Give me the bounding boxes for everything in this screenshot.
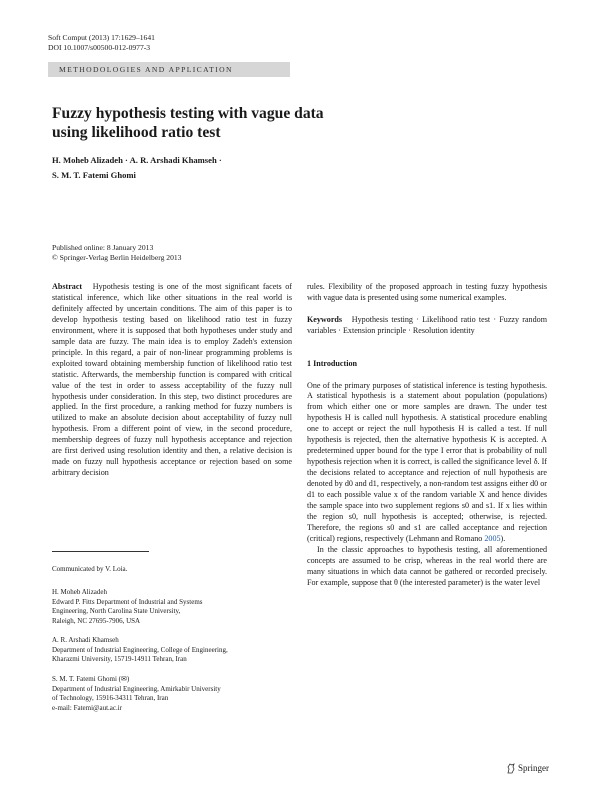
email-link[interactable]: e-mail: Fatemi@aut.ac.ir: [52, 703, 123, 712]
intro-paragraph-1: [307, 381, 547, 545]
publication-info: [52, 243, 181, 262]
abstract: [52, 282, 292, 479]
communicated-by: Communicated by V. Loia.: [52, 565, 128, 573]
affiliation-1: [52, 588, 292, 626]
springer-horse-icon: [506, 763, 516, 774]
footnote-rule: [52, 551, 149, 552]
authors-line-2: S. M. T. Fatemi Ghomi: [52, 170, 136, 180]
published-date: Published online: 8 January 2013: [52, 243, 154, 252]
affiliation-3-line: of Technology, 15916-34311 Tehran, Iran: [52, 694, 169, 703]
title-line-2: using likelihood ratio test: [52, 124, 221, 141]
doi[interactable]: DOI 10.1007/s00500-012-0977-3: [48, 43, 151, 53]
publisher-mark: [506, 763, 549, 774]
journal-citation: Soft Comput (2013) 17:1629–1641: [48, 33, 155, 42]
affiliation-1-line: Edward P. Fitts Department of Industrial and Systems: [52, 597, 203, 606]
section-band: [48, 62, 290, 77]
intro-paragraph-1-end: ).: [500, 533, 506, 543]
affiliation-1-line: Engineering, North Carolina State University,: [52, 607, 181, 616]
left-column: [52, 282, 292, 479]
intro-paragraph-2: In the classic approaches to hypothesis testing, all aforementioned concepts are assumed to be crisp, whereas in the real world there are many situations in which data cannot be gathered or recorded precisely. For example, suppose that θ (the interested parameter) is the water level: [307, 544, 547, 587]
copyright: © Springer-Verlag Berlin Heidelberg 2013: [52, 252, 182, 262]
affiliation-1-line: Raleigh, NC 27695-7906, USA: [52, 616, 141, 625]
abstract-text: Hypothesis testing is one of the most significant facets of statistical inference, which like other situations in the real world is definitely affected by uncertain conditions. The aim of this paper is to develop hypothesis testing based on likelihood ratio test in fuzzy environment, where it is supposed that both hypotheses under study and sample data are fuzzy. The main idea is to employ Zadeh's extension principle. In this regard, a pair of non-linear programming problems is exploited toward obtaining membership function of likelihood ratio test statistic. Afterwards, the membership function is compared with critical value of the test in order to assess acceptability of the fuzzy null hypothesis under consideration. In this step, two distinct procedures are applied. In the first procedure, a ranking method for fuzzy numbers is utilized to make an absolute decision about acceptability of fuzzy null hypothesis. From a different point of view, in the second procedure, membership degrees of fuzzy null hypothesis acceptance and rejection are first derived using resolution identity and then, a relative decision is made on fuzzy null hypothesis acceptance or rejection based on some arbitrary decision: [52, 282, 292, 478]
affiliation-1-name: H. Moheb Alizadeh: [52, 588, 108, 596]
keywords-label: Keywords: [307, 314, 343, 324]
keywords: [307, 315, 547, 337]
affiliation-3-name: S. M. T. Fatemi Ghomi (✉): [52, 675, 130, 683]
title-line-1: Fuzzy hypothesis testing with vague data: [52, 105, 324, 122]
affiliation-2-line: Kharazmi University, 15719-14911 Tehran, Iran: [52, 655, 187, 664]
section-label: METHODOLOGIES AND APPLICATION: [59, 65, 233, 74]
authors-line-1: H. Moheb Alizadeh · A. R. Arshadi Khamseh ·: [52, 155, 222, 165]
abstract-continuation: rules. Flexibility of the proposed approach in testing fuzzy hypothesis with vague data is presented using some numerical examples.: [307, 282, 547, 302]
right-column: [307, 282, 547, 589]
section-heading-introduction: 1 Introduction: [307, 358, 357, 368]
citation-link[interactable]: 2005: [484, 533, 501, 543]
paper-title: [52, 104, 324, 142]
keywords-text: Hypothesis testing · Likelihood ratio test · Fuzzy random variables · Extension principle · Resolution identity: [307, 314, 547, 335]
publisher-name: Springer: [518, 763, 549, 773]
journal-header: [48, 33, 155, 53]
affiliation-3: [52, 675, 292, 713]
affiliation-3-line: Department of Industrial Engineering, Amirkabir University: [52, 684, 221, 693]
abstract-label: Abstract: [52, 282, 83, 291]
intro-paragraph-1-text: One of the primary purposes of statistical inference is testing hypothesis. A statistical hypothesis is a statement about population (populations) from which either one or more samples are drawn. The under test hypothesis H is called null hypothesis. A statistical procedure enabling one to accept or reject the null hypothesis H is called a test. If null hypothesis is rejected, then the alternative hypothesis K is accepted. A predetermined upper bound for the type I error that is probability of null hypothesis rejection when it is correct, is called the significance level δ. If the decisions related to acceptance and rejection of null hypothesis are denoted by d0 and d1, respectively, a non-random test assigns either d0 or d1 to each possible value x of the random variable X and hence divides the sample space into two supplement regions s0 and s1. If x lies within the region s0, null hypothesis is accepted; otherwise, is rejected. Therefore, the regions s0 and s1 are called acceptance and rejection (critical) regions, respectively (Lehmann and Romano: [307, 380, 547, 543]
affiliation-2-name: A. R. Arshadi Khamseh: [52, 636, 119, 644]
affiliation-2: [52, 636, 292, 665]
author-list: [52, 153, 222, 183]
affiliation-2-line: Department of Industrial Engineering, College of Engineering,: [52, 645, 228, 654]
